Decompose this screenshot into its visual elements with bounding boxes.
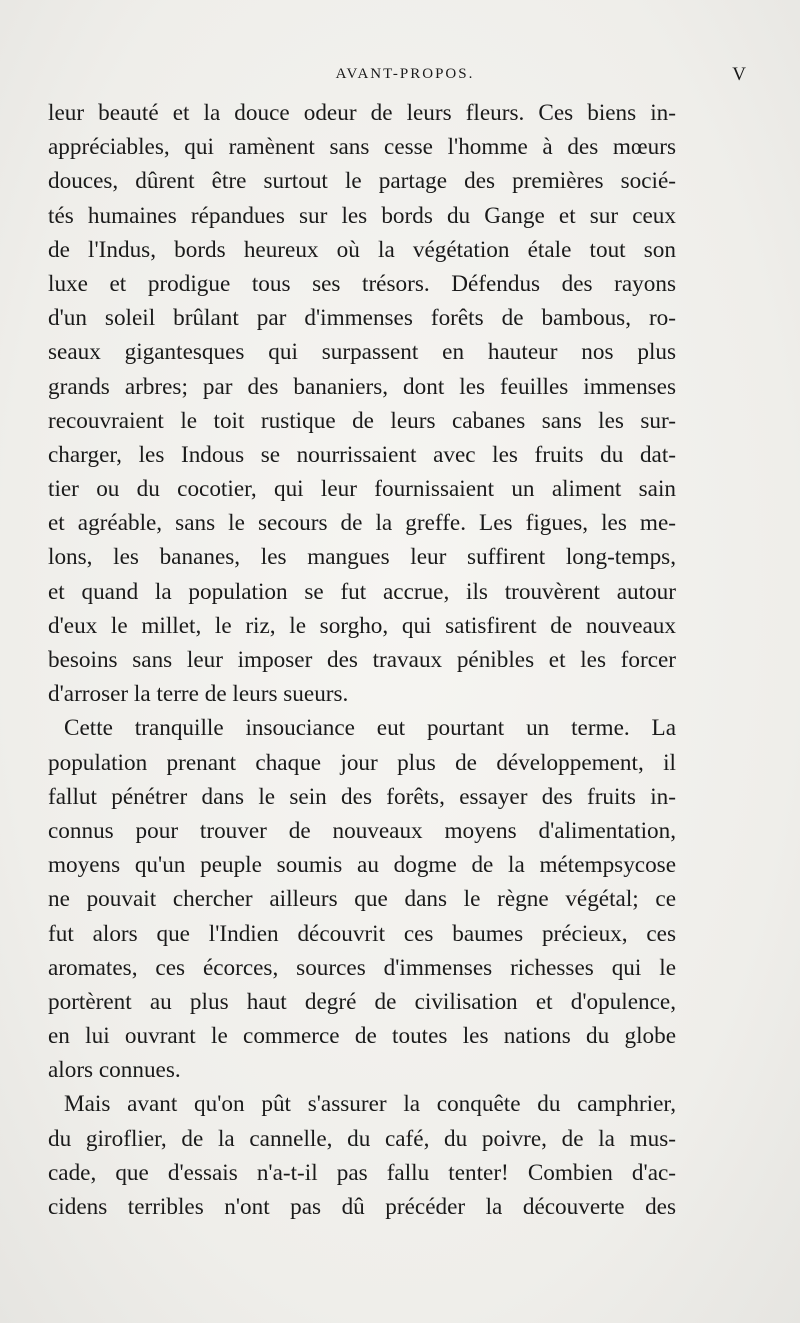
text-line: besoins sans leur imposer des travaux pénibles et les forcer <box>48 647 676 673</box>
text-line: Cette tranquille insouciance eut pourtant un terme. La <box>64 715 676 742</box>
running-head <box>40 62 760 86</box>
text-line: tier ou du cocotier, qui leur fournissaient un aliment sain <box>48 476 676 503</box>
text-line: leur beauté et la douce odeur de leurs fleurs. Ces biens in- <box>48 100 676 126</box>
text-line: grands arbres; par des bananiers, dont les feuilles immenses <box>48 373 676 400</box>
text-line: de l'Indus, bords heureux où la végétation étale tout son <box>48 236 676 263</box>
text-line: lons, les bananes, les mangues leur suffirent long-temps, <box>48 544 676 571</box>
text-line: alors connues. <box>48 1057 181 1084</box>
text-line: d'arroser la terre de leurs sueurs. <box>48 681 349 708</box>
text-line: fallut pénétrer dans le sein des forêts, essayer des fruits in- <box>48 783 676 810</box>
text-line: et quand la population se fut accrue, ils trouvèrent autour <box>48 578 676 605</box>
text-line: population prenant chaque jour plus de développement, il <box>48 749 676 776</box>
text-line: fut alors que l'Indien découvrit ces baumes précieux, ces <box>48 920 676 947</box>
body-text <box>48 96 676 1224</box>
text-line: du giroflier, de la cannelle, du café, du poivre, de la mus- <box>48 1125 676 1152</box>
text-line: cidens terribles n'ont pas dû précéder la découverte des <box>48 1194 676 1220</box>
text-line: Mais avant qu'on pût s'assurer la conquête du camphrier, <box>64 1091 676 1118</box>
text-line: charger, les Indous se nourrissaient avec les fruits du dat- <box>48 441 676 468</box>
text-line: seaux gigantesques qui surpassent en hauteur nos plus <box>48 339 676 366</box>
text-line: douces, dûrent être surtout le partage des premières socié- <box>48 168 676 195</box>
text-line: cade, que d'essais n'a-t-il pas fallu tenter! Combien d'ac- <box>48 1159 676 1186</box>
text-line: luxe et prodigue tous ses trésors. Défendus des rayons <box>48 270 676 297</box>
text-line: appréciables, qui ramènent sans cesse l'homme à des mœurs <box>48 134 676 161</box>
running-title: AVANT-PROPOS. <box>335 66 475 82</box>
text-line: portèrent au plus haut degré de civilisation et d'opulence, <box>48 988 676 1015</box>
text-line: connus pour trouver de nouveaux moyens d'alimentation, <box>48 817 676 844</box>
text-line: d'un soleil brûlant par d'immenses forêts de bambous, ro- <box>48 305 676 332</box>
text-line: moyens qu'un peuple soumis au dogme de la métempsycose <box>48 852 676 879</box>
text-line: aromates, ces écorces, sources d'immenses richesses qui le <box>48 954 676 981</box>
text-line: en lui ouvrant le commerce de toutes les nations du globe <box>48 1023 676 1050</box>
text-line: d'eux le millet, le riz, le sorgho, qui satisfirent de nouveaux <box>48 612 676 639</box>
text-line: recouvraient le toit rustique de leurs cabanes sans les sur- <box>48 407 676 434</box>
text-line: tés humaines répandues sur les bords du Gange et sur ceux <box>48 202 676 229</box>
text-line: et agréable, sans le secours de la greffe. Les figues, les me- <box>48 510 676 537</box>
text-line: ne pouvait chercher ailleurs que dans le règne végétal; ce <box>48 886 676 913</box>
page-number: V <box>732 64 746 85</box>
